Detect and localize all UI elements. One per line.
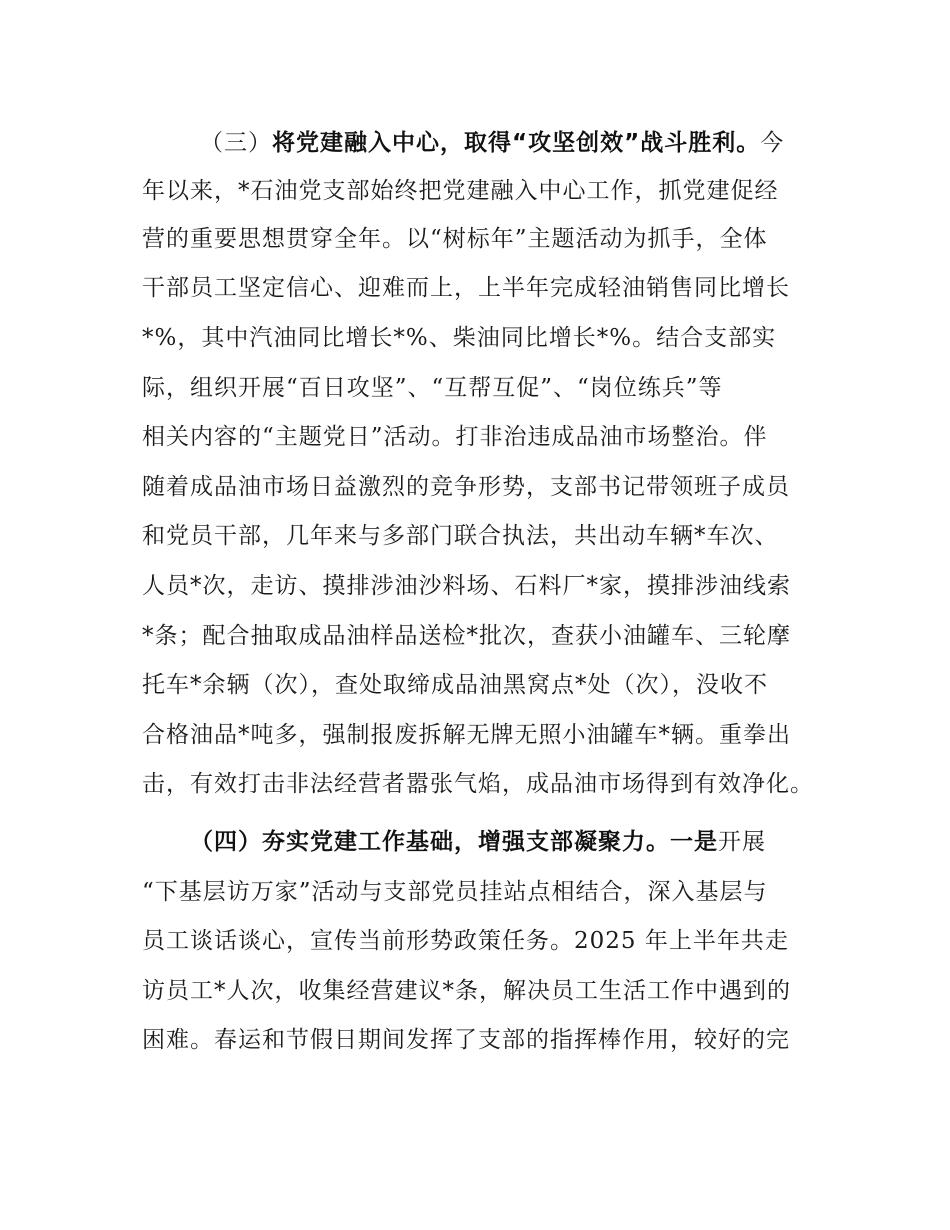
paragraph-3-line-2: 年以来，*石油党支部始终把党建融入中心工作，抓党建促经 — [142, 178, 779, 204]
paragraph-3-heading: 将党建融入中心，取得“攻坚创效”战斗胜利。 — [272, 130, 761, 156]
paragraph-4-line-1-text: 开展 — [718, 829, 766, 855]
paragraph-4-line-5: 困难。春运和节假日期间发挥了支部的指挥棒作用，较好的完 — [142, 1027, 790, 1053]
paragraph-3-line-14: 击，有效打击非法经营者嚣张气焰，成品油市场得到有效净化。 — [142, 771, 814, 797]
paragraph-4-line-1 — [190, 827, 766, 857]
paragraph-3-line-10: 人员*次，走访、摸排涉油沙料场、石料厂*家，摸排涉油线索 — [142, 573, 791, 599]
paragraph-3-line-1-text: 今 — [760, 130, 785, 156]
paragraph-3-line-5: *%，其中汽油同比增长*%、柴油同比增长*%。结合支部实 — [142, 325, 777, 351]
paragraph-4-line-2: “下基层访万家”活动与支部党员挂站点相结合，深入基层与 — [142, 879, 768, 905]
paragraph-3-line-11: *条；配合抽取成品油样品送检*批次，查获小油罐车、三轮摩 — [142, 623, 791, 649]
paragraph-4-line-3: 员工谈话谈心，宣传当前形势政策任务。2025 年上半年共走 — [142, 928, 789, 954]
paragraph-4-line-4: 访员工*人次，收集经营建议*条，解决员工生活工作中遇到的 — [142, 978, 791, 1004]
paragraph-3-prefix: （三） — [200, 130, 272, 156]
paragraph-3-line-3: 营的重要思想贯穿全年。以“树标年”主题活动为抓手，全体 — [142, 226, 768, 252]
paragraph-3-line-6: 际，组织开展“百日攻坚”、“互帮互促”、“岗位练兵”等 — [142, 375, 723, 401]
paragraph-3-line-12: 托车*余辆（次），查处取缔成品油黑窝点*处（次），没收不 — [142, 672, 768, 698]
paragraph-3-line-1 — [200, 128, 784, 158]
paragraph-3-line-7: 相关内容的“主题党日”活动。打非治违成品油市场整治。伴 — [142, 424, 768, 450]
paragraph-4-heading: （四）夯实党建工作基础，增强支部凝聚力。一是 — [190, 829, 718, 855]
paragraph-3-line-8: 随着成品油市场日益激烈的竞争形势，支部书记带领班子成员 — [142, 474, 790, 500]
paragraph-3-line-13: 合格油品*吨多，强制报废拆解无牌无照小油罐车*辆。重拳出 — [142, 722, 791, 748]
paragraph-3-line-4: 干部员工坚定信心、迎难而上，上半年完成轻油销售同比增长 — [142, 275, 790, 301]
paragraph-3-line-9: 和党员干部，几年来与多部门联合执法，共出动车辆*车次、 — [142, 523, 779, 549]
